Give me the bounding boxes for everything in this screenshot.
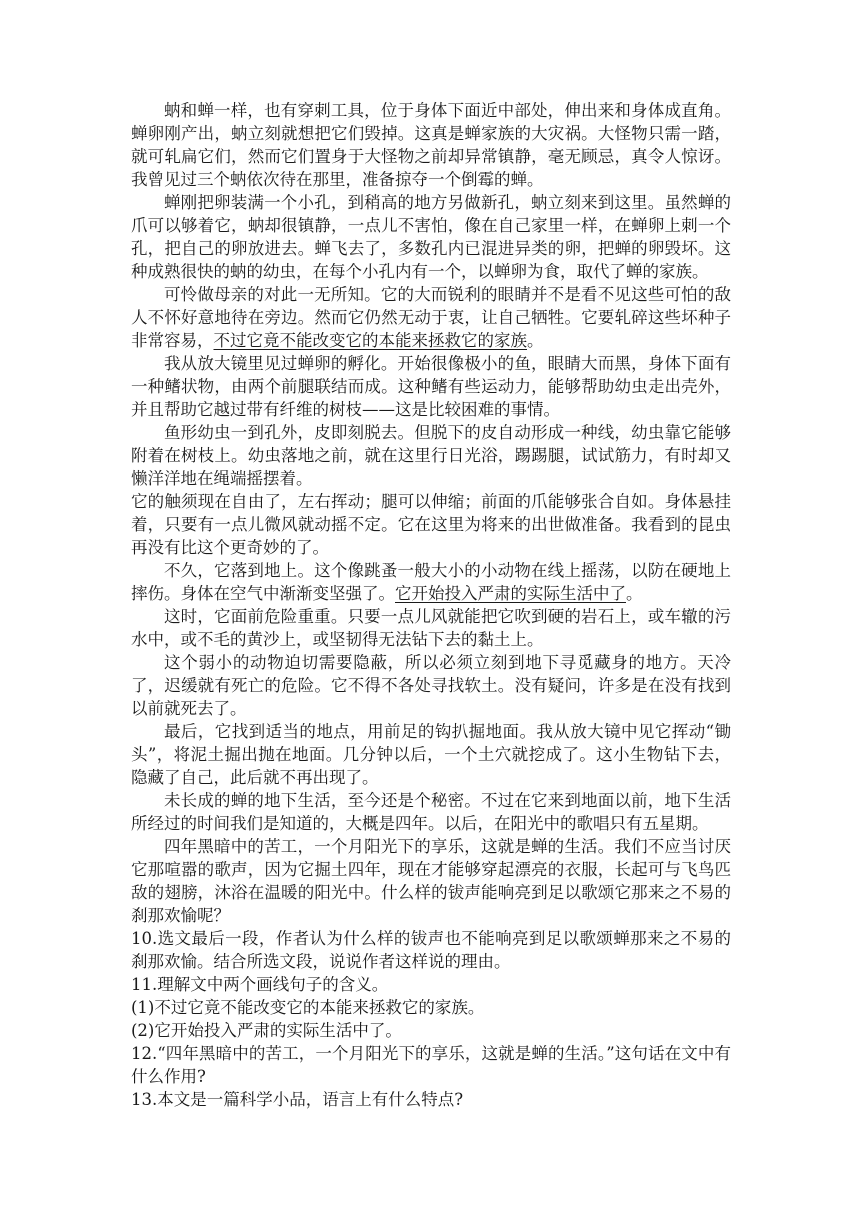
question-12: 12.“四年黑暗中的苦工，一个月阳光下的享乐，这就是蝉的生活。”这句话在文中有什么作用? — [131, 1044, 731, 1086]
paragraph-4: 我从放大镜里见过蝉卵的孵化。开始很像极小的鱼，眼睛大而黑，身体下面有一种鳍状物，由两个前腿联结而成。这种鳍有些运动力，能够帮助幼虫走出壳外，并且帮助它越过带有纤维的树枝——这是比较困难的事情。 — [131, 354, 731, 419]
document-page — [131, 99, 731, 1111]
paragraph-6: 它的触须现在自由了，左右挥动；腿可以伸缩；前面的爪能够张合自如。身体悬挂着，只要有一点儿微风就动摇不定。它在这里为将来的出世做准备。我看到的昆虫再没有比这个更奇妙的了。 — [131, 492, 731, 557]
underlined-sentence-2: 它开始投入严肃的实际生活中了 — [395, 584, 626, 603]
paragraph-5: 鱼形幼虫一到孔外，皮即刻脱去。但脱下的皮自动形成一种线，幼虫靠它能够附着在树枝上。幼虫落地之前，就在这里行日光浴，踢踢腿，试试筋力，有时却又懒洋洋地在绳端摇摆着。 — [131, 423, 731, 488]
paragraph-7 — [131, 559, 731, 605]
underlined-sentence-1: 不过它竟不能改变它的本能来拯救它的家族 — [213, 331, 527, 350]
paragraph-11: 未长成的蝉的地下生活，至今还是个秘密。不过在它来到地面以前，地下生活所经过的时间我们是知道的，大概是四年。以后，在阳光中的歌唱只有五星期。 — [131, 791, 731, 833]
question-10: 10.选文最后一段，作者认为什么样的钹声也不能响亮到足以歌颂蝉那来之不易的刹那欢愉。结合所选文段，说说作者这样说的理由。 — [131, 929, 731, 971]
paragraph-8: 这时，它面前危险重重。只要一点儿风就能把它吹到硬的岩石上，或车辙的污水中，或不毛的黄沙上，或坚韧得无法钻下去的黏土上。 — [131, 607, 731, 649]
paragraph-3-end: 。 — [527, 331, 544, 350]
paragraph-1: 蚋和蝉一样，也有穿刺工具，位于身体下面近中部处，伸出来和身体成直角。蝉卵刚产出，蚋立刻就想把它们毁掉。这真是蝉家族的大灾祸。大怪物只需一踏，就可轧扁它们，然而它们置身于大怪物之前却异常镇静，毫无顾忌，真令人惊讶。我曾见过三个蚋依次待在那里，准备掠夺一个倒霉的蝉。 — [131, 101, 731, 189]
paragraph-12: 四年黑暗中的苦工，一个月阳光下的享乐，这就是蝉的生活。我们不应当讨厌它那喧嚣的歌声，因为它掘土四年，现在才能够穿起漂亮的衣服，长起可与飞鸟匹敌的翅膀，沐浴在温暖的阳光中。什么样的钹声能响亮到足以歌颂它那来之不易的刹那欢愉呢？ — [131, 837, 731, 925]
paragraph-10: 最后，它找到适当的地点，用前足的钩扒掘地面。我从放大镜中见它挥动“锄头”，将泥土掘出抛在地面。几分钟以后，一个土穴就挖成了。这小生物钻下去，隐藏了自己，此后就不再出现了。 — [131, 722, 731, 787]
paragraph-7-end: 。 — [626, 584, 643, 603]
question-11-part-2: (2)它开始投入严肃的实际生活中了。 — [131, 1021, 402, 1040]
paragraph-7-text: 不久，它落到地上。这个像跳蚤一般大小的小动物在线上摇荡，以防在硬地上摔伤。身体在空气中渐渐变坚强了。 — [131, 561, 731, 603]
question-11-part-1: (1)不过它竟不能改变它的本能来拯救它的家族。 — [131, 998, 485, 1017]
paragraph-3-text: 可怜做母亲的对此一无所知。它的大而锐利的眼睛并不是看不见这些可怕的敌人不怀好意地待在旁边。然而它仍然无动于衷，让自己牺牲。它要轧碎这些坏种子非常容易， — [131, 285, 731, 350]
paragraph-3 — [131, 283, 731, 352]
question-13: 13.本文是一篇科学小品，语言上有什么特点? — [131, 1090, 464, 1109]
paragraph-2: 蝉刚把卵装满一个小孔，到稍高的地方另做新孔，蚋立刻来到这里。虽然蝉的爪可以够着它，蚋却很镇静，一点儿不害怕，像在自己家里一样，在蝉卵上刺一个孔，把自己的卵放进去。蝉飞去了，多数孔内已混进异类的卵，把蝉的卵毁坏。这种成熟很快的蚋的幼虫，在每个小孔内有一个，以蝉卵为食，取代了蝉的家族。 — [131, 193, 731, 281]
question-11: 11.理解文中两个画线句子的含义。 — [131, 975, 389, 994]
paragraph-9: 这个弱小的动物迫切需要隐蔽，所以必须立刻到地下寻觅藏身的地方。天冷了，迟缓就有死亡的危险。它不得不各处寻找软土。没有疑问，许多是在没有找到以前就死去了。 — [131, 653, 731, 718]
